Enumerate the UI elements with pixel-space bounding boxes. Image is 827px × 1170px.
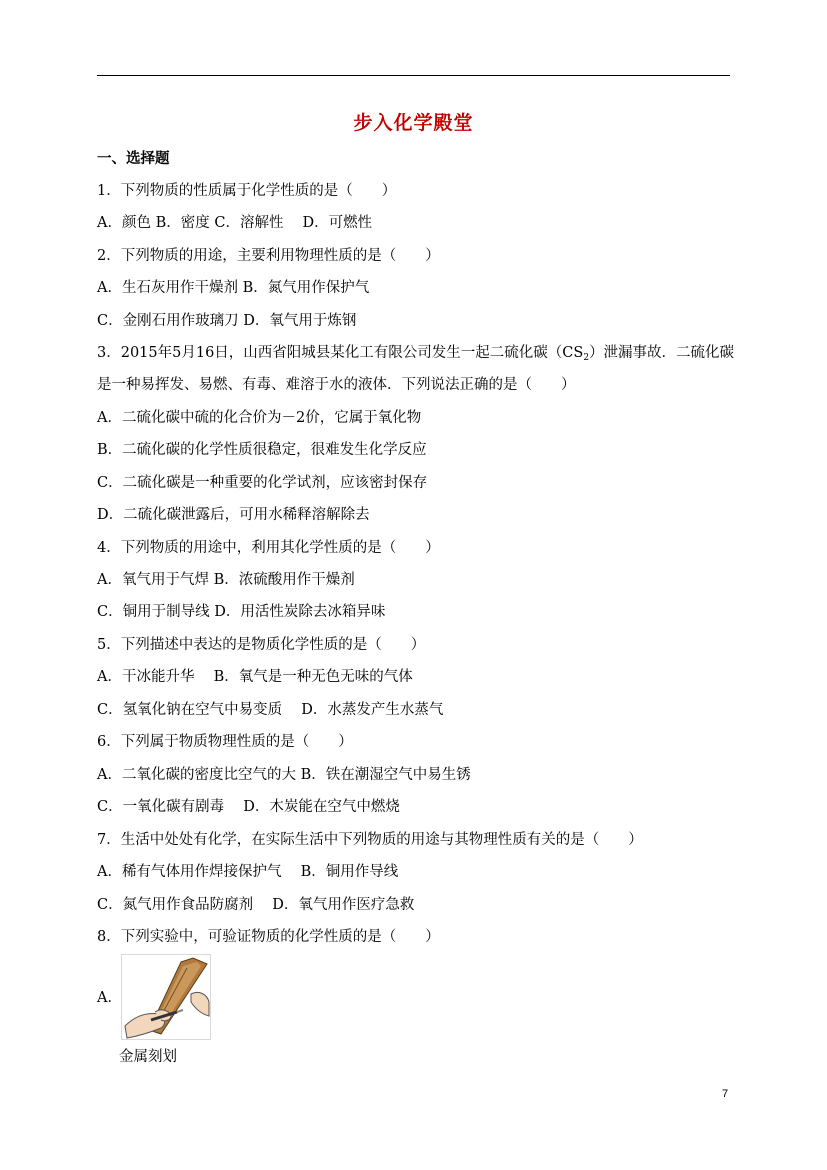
question-4-options-cd: C．铜用于制导线 D．用活性炭除去冰箱异味 bbox=[97, 604, 386, 620]
page-title: 步入化学殿堂 bbox=[353, 112, 474, 134]
question-1-options: A．颜色 B．密度 C．溶解性 D．可燃性 bbox=[97, 215, 373, 231]
question-5-options-ab: A．干冰能升华 B．氧气是一种无色无味的气体 bbox=[97, 669, 413, 685]
question-6-stem: 6．下列属于物质物理性质的是（ ） bbox=[97, 734, 353, 750]
question-3-option-b: B．二硫化碳的化学性质很稳定，很难发生化学反应 bbox=[97, 442, 427, 458]
question-4-stem: 4．下列物质的用途中，利用其化学性质的是（ ） bbox=[97, 540, 440, 556]
question-5-options-cd: C．氢氧化钠在空气中易变质 D．水蒸发产生水蒸气 bbox=[97, 702, 444, 718]
question-3-option-d: D．二硫化碳泄露后，可用水稀释溶解除去 bbox=[97, 507, 370, 523]
question-6-options-cd: C．一氧化碳有剧毒 D．木炭能在空气中燃烧 bbox=[97, 799, 400, 815]
question-7-options-ab: A．稀有气体用作焊接保护气 B．铜用作导线 bbox=[97, 864, 399, 880]
question-3-stem-line2: 是一种易挥发、易燃、有毒、难溶于水的液体．下列说法正确的是（ ） bbox=[97, 377, 576, 393]
question-3-option-c: C．二硫化碳是一种重要的化学试剂，应该密封保存 bbox=[97, 475, 428, 491]
question-1-stem: 1．下列物质的性质属于化学性质的是（ ） bbox=[97, 183, 397, 199]
question-8-option-a-label: A． bbox=[97, 990, 122, 1006]
metal-scratch-illustration bbox=[121, 954, 211, 1040]
question-5-stem: 5．下列描述中表达的是物质化学性质的是（ ） bbox=[97, 637, 426, 653]
figure-caption: 金属刻划 bbox=[119, 1049, 177, 1065]
section-heading: 一、选择题 bbox=[97, 150, 170, 167]
question-2-stem: 2．下列物质的用途，主要利用物理性质的是（ ） bbox=[97, 248, 440, 264]
question-4-options-ab: A．氧气用于气焊 B．浓硫酸用作干燥剂 bbox=[97, 572, 355, 588]
page-number: 7 bbox=[722, 1088, 729, 1100]
question-7-options-cd: C．氮气用作食品防腐剂 D．氧气用作医疗急救 bbox=[97, 897, 415, 913]
question-8-stem: 8．下列实验中，可验证物质的化学性质的是（ ） bbox=[97, 929, 440, 945]
question-3-option-a: A．二硫化碳中硫的化合价为－2价，它属于氧化物 bbox=[97, 410, 422, 426]
question-2-options-cd: C．金刚石用作玻璃刀 D．氧气用于炼钢 bbox=[97, 313, 357, 329]
header-rule bbox=[97, 75, 730, 76]
question-6-options-ab: A．二氧化碳的密度比空气的大 B．铁在潮湿空气中易生锈 bbox=[97, 767, 471, 783]
question-2-options-ab: A．生石灰用作干燥剂 B．氮气用作保护气 bbox=[97, 280, 370, 296]
question-3-stem-line1: 3．2015年5月16日，山西省阳城县某化工有限公司发生一起二硫化碳$(CS_2)$泄漏事故．二硫化碳 bbox=[97, 345, 735, 363]
question-7-stem: 7．生活中处处有化学，在实际生活中下列物质的用途与其物理性质有关的是（ ） bbox=[97, 832, 643, 848]
